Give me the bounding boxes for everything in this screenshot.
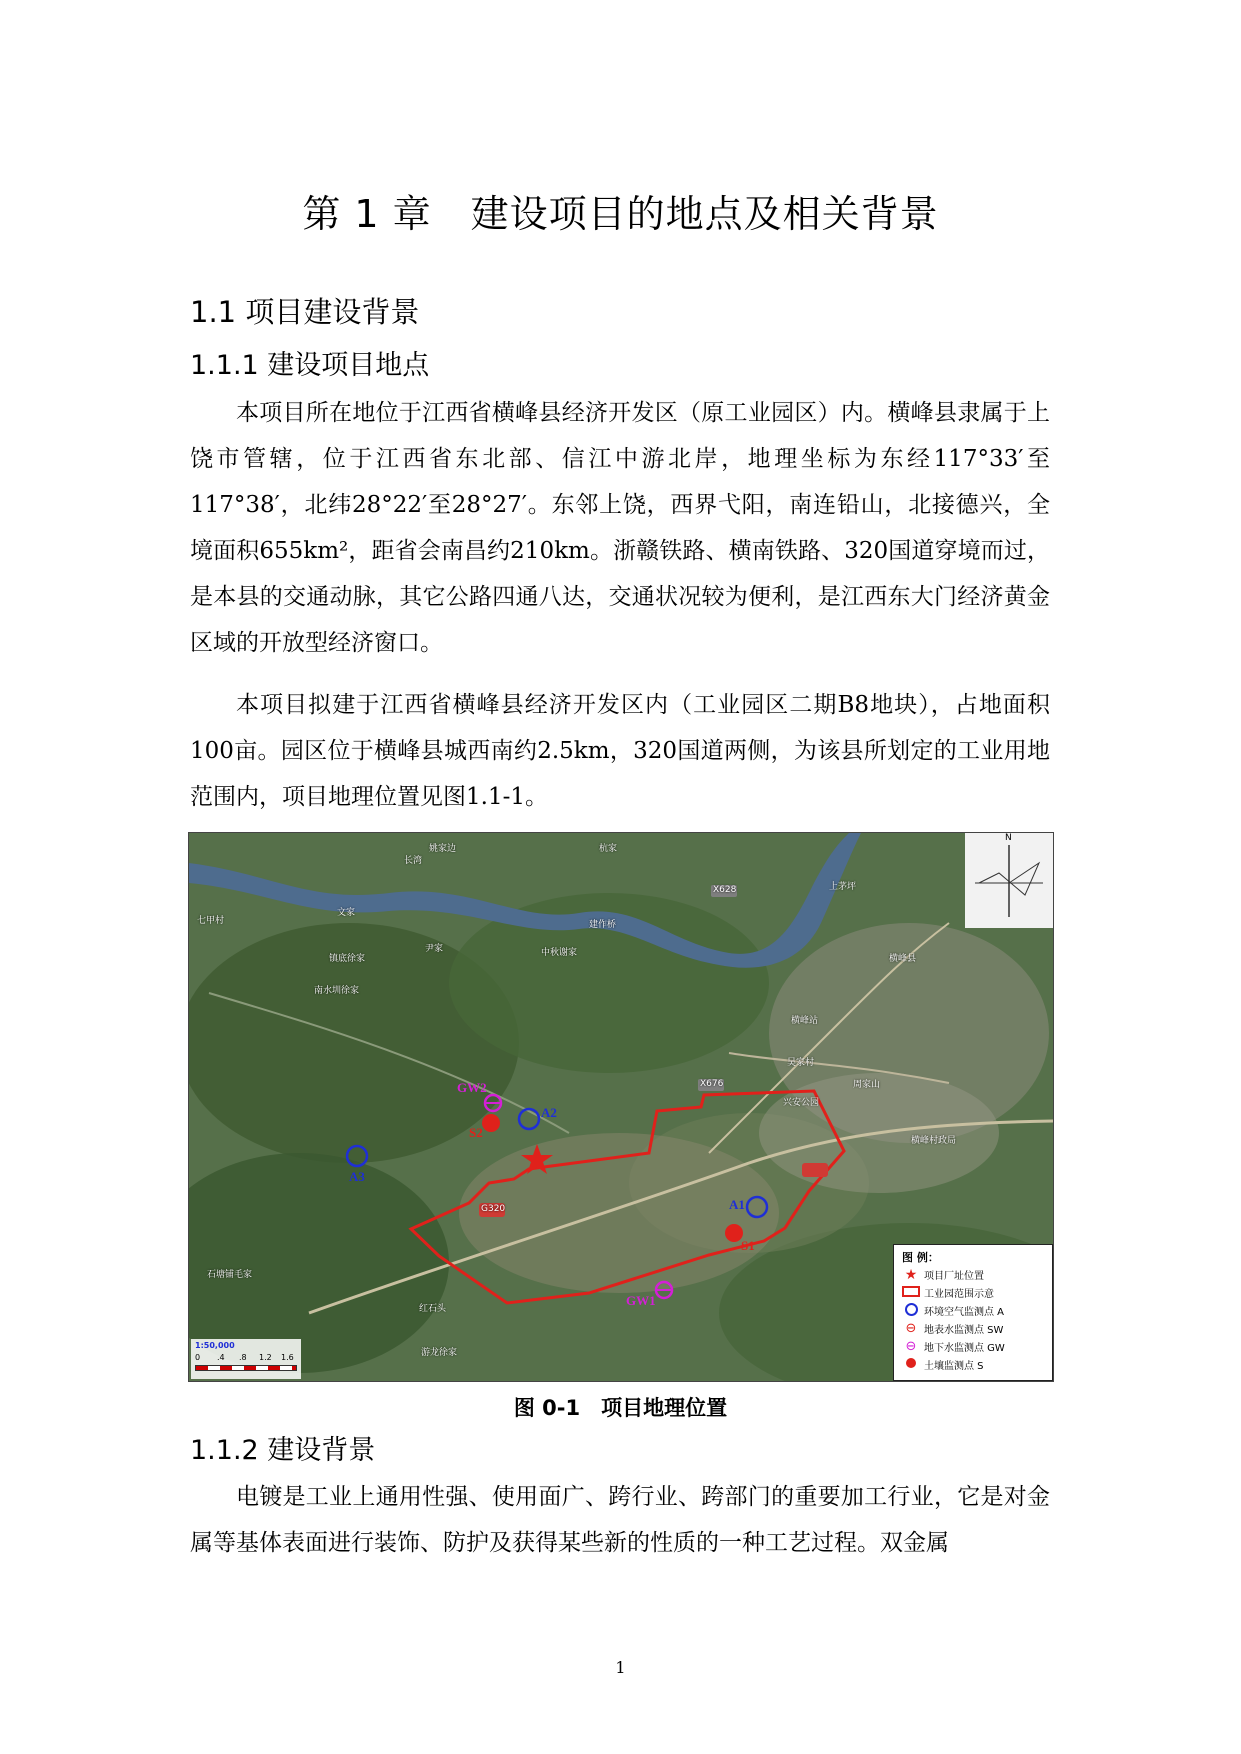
- place-label: 镇底徐家: [329, 954, 366, 964]
- legend-item: [900, 1357, 984, 1372]
- legend-label: 项目厂址位置: [924, 1271, 984, 1282]
- marker-label-a3: A3: [349, 1169, 365, 1184]
- legend-item: [900, 1303, 1004, 1318]
- scale-tick: 1.6: [281, 1353, 294, 1362]
- place-label: 游龙徐家: [421, 1348, 458, 1358]
- place-label: 上茅坪: [829, 882, 857, 892]
- place-label: 红石头: [419, 1304, 447, 1314]
- red-dot-icon: [900, 1358, 922, 1371]
- blue-circle-icon: [900, 1303, 922, 1319]
- legend-title: 图 例：: [902, 1251, 939, 1264]
- place-label: 横峰县: [889, 954, 917, 964]
- place-label: 七甲村: [197, 916, 225, 926]
- scale-tick: 0: [195, 1353, 201, 1362]
- place-label: 石塘铺毛家: [207, 1270, 253, 1280]
- marker-label-a2: A2: [541, 1105, 557, 1120]
- legend-item: [900, 1285, 994, 1300]
- marker-label-s2: S2: [469, 1125, 483, 1140]
- legend-item: [900, 1267, 984, 1282]
- marker-label-gw2: GW2: [457, 1080, 487, 1095]
- place-label: 尹家: [425, 944, 444, 954]
- legend-label: 环境空气监测点 A: [924, 1307, 1005, 1318]
- scale-tick: .8: [239, 1353, 247, 1362]
- compass-icon: [965, 833, 1053, 928]
- scale-tick: .4: [217, 1353, 225, 1362]
- section-heading-1-1-1: 1.1.1 建设项目地点: [190, 350, 430, 381]
- north-arrow: [965, 833, 1053, 928]
- place-label: 周家山: [853, 1080, 881, 1090]
- page-number: 1: [615, 1658, 626, 1677]
- place-label: 中秋谢家: [541, 948, 578, 958]
- road-label: G320: [481, 1204, 506, 1214]
- legend-label: 地下水监测点 GW: [924, 1343, 1005, 1354]
- legend-item: [900, 1321, 1003, 1336]
- road-label: X676: [700, 1079, 724, 1089]
- page-title: 第 1 章 建设项目的地点及相关背景: [302, 192, 939, 236]
- place-label: 横峰村政局: [911, 1136, 957, 1146]
- location-map-figure: [188, 832, 1054, 1382]
- magenta-circle-icon: ⊖: [905, 1339, 917, 1354]
- figure-caption: 图 0-1 项目地理位置: [513, 1396, 728, 1420]
- legend-label: 工业园范围示意: [924, 1289, 994, 1300]
- legend-item: [900, 1339, 1005, 1354]
- legend-label: 土壤监测点 S: [924, 1361, 984, 1372]
- marker-label-a1: A1: [729, 1197, 745, 1212]
- paragraph-site: 本项目拟建于江西省横峰县经济开发区内（工业园区二期B8地块），占地面积100亩。园区位于横峰县城西南约2.5km，320国道两侧，为该县所划定的工业用地范围内，项目地理位置见图1.1-1。: [190, 692, 1050, 810]
- red-crossed-circle-icon: ⊖: [905, 1321, 917, 1336]
- marker-label-s1: S1: [741, 1238, 755, 1253]
- place-label: 兴安公园: [783, 1098, 820, 1108]
- marker-label-gw1: GW1: [626, 1293, 656, 1308]
- scale-tick: 1.2: [259, 1353, 272, 1362]
- place-label: 建作桥: [589, 920, 617, 930]
- section-heading-1-1: 1.1 项目建设背景: [190, 295, 420, 329]
- scale-bar: [191, 1339, 301, 1379]
- place-label: 吴家村: [787, 1058, 815, 1068]
- section-heading-1-1-2: 1.1.2 建设背景: [190, 1435, 376, 1466]
- place-label: 横峰站: [791, 1016, 819, 1026]
- road-label: X628: [713, 885, 737, 895]
- star-icon: ★: [904, 1266, 918, 1283]
- paragraph-location: 本项目所在地位于江西省横峰县经济开发区（原工业园区）内。横峰县隶属于上饶市管辖，位于江西省东北部、信江中游北岸，地理坐标为东经117°33′至117°38′，北纬28°22′至28°27′。东邻上饶，西界弋阳，南连铅山，北接德兴，全境面积655km²，距省会南昌约210km。浙赣铁路、横南铁路、320国道穿境而过，是本县的交通动脉，其它公路四通八达，交通状况较为便利，是江西东大门经济黄金区域的开放型经济窗口。: [190, 400, 1050, 656]
- map-legend: [893, 1244, 1053, 1381]
- legend-label: 地表水监测点 SW: [924, 1325, 1004, 1336]
- paragraph-background: 电镀是工业上通用性强、使用面广、跨行业、跨部门的重要加工行业，它是对金属等基体表面进行装饰、防护及获得某些新的性质的一种工艺过程。双金属: [190, 1484, 1050, 1556]
- place-label: 姚家边: [429, 844, 457, 854]
- place-label: 杭家: [599, 844, 618, 854]
- place-label: 长湾: [404, 856, 423, 866]
- place-label: 文家: [337, 908, 356, 918]
- scale-ratio: 1:50,000: [195, 1341, 235, 1350]
- compass-north-label: N: [1005, 833, 1012, 843]
- place-label: 南水圳徐家: [314, 986, 360, 996]
- soil-monitor-s2: [482, 1114, 500, 1132]
- rectangle-icon: [900, 1286, 922, 1300]
